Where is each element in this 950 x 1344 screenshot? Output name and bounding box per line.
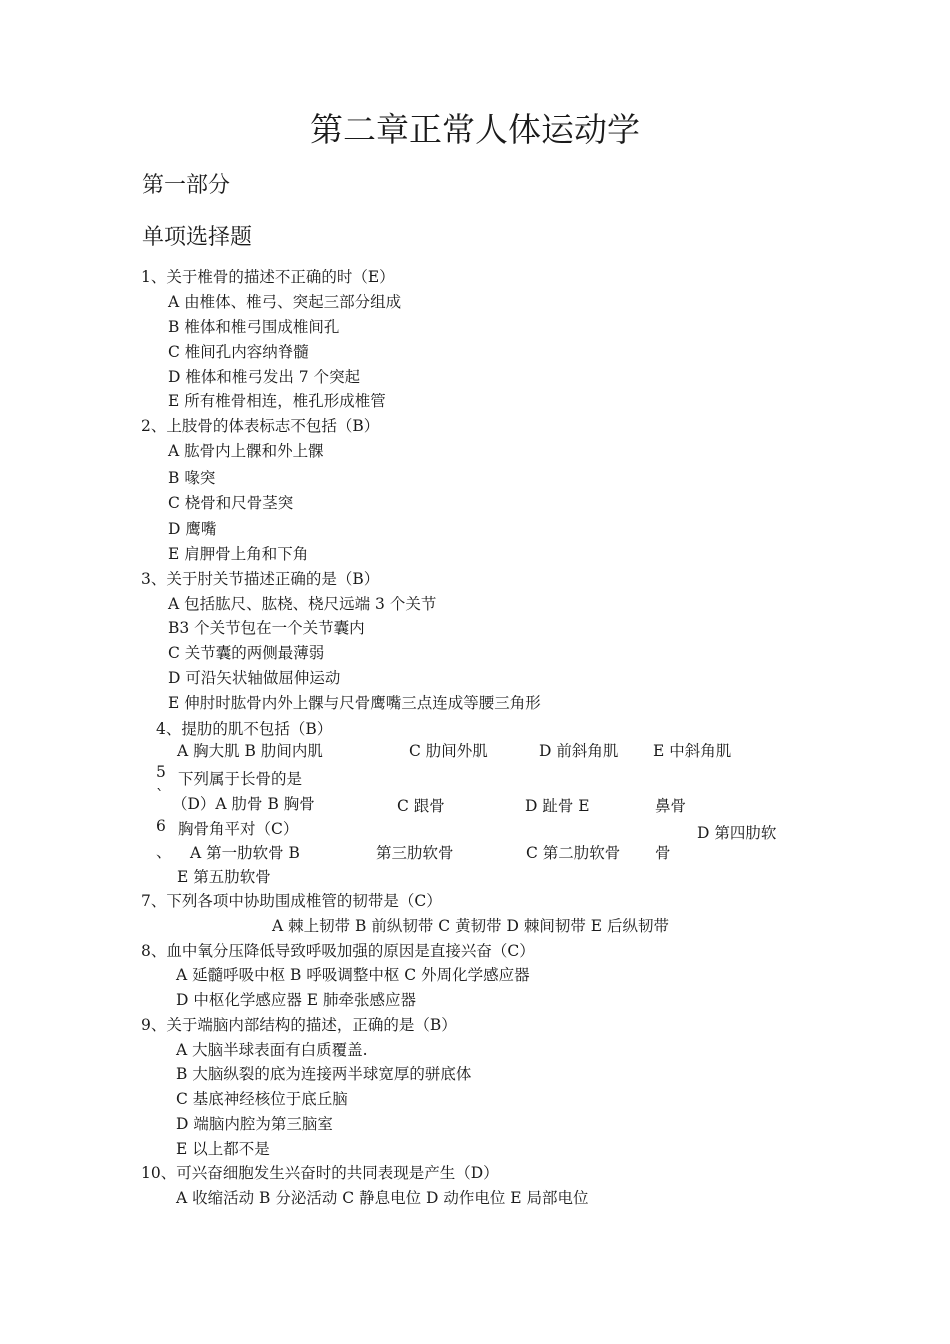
question-5-option-de: D 趾骨 E — [525, 797, 590, 815]
question-8-stem: 8、血中氧分压降低导致呼吸加强的原因是直接兴奋（C） — [141, 942, 535, 960]
question-6-option-b-part2: 第三肋软骨 — [376, 844, 454, 862]
question-6-mark: 、 — [156, 843, 172, 861]
question-6-option-d-part1: D 第四肋软 — [697, 824, 777, 842]
question-1-option-c: C 椎间孔内容纳脊髓 — [168, 343, 309, 361]
question-4-option-d: D 前斜角肌 — [539, 742, 619, 760]
question-5-option-ab: （D）A 肋骨 B 胸骨 — [172, 795, 315, 813]
section-heading: 单项选择题 — [142, 225, 253, 250]
question-8-options-line1: A 延髓呼吸中枢 B 呼吸调整中枢 C 外周化学感应器 — [176, 966, 530, 984]
question-5-number: 5 — [156, 763, 166, 781]
question-3-option-b: B3 个关节包在一个关节囊内 — [168, 619, 365, 637]
question-9-option-c: C 基底神经核位于底丘脑 — [176, 1090, 348, 1108]
chapter-title: 第二章正常人体运动学 — [310, 110, 640, 149]
question-1-option-e: E 所有椎骨相连，椎孔形成椎管 — [168, 392, 386, 410]
question-9-option-e: E 以上都不是 — [176, 1140, 270, 1158]
question-6-option-e: E 第五肋软骨 — [177, 868, 271, 886]
question-4-option-c: C 肋间外肌 — [409, 742, 488, 760]
question-5-stem: 下列属于长骨的是 — [178, 770, 303, 788]
question-5-option-c: C 跟骨 — [397, 797, 445, 815]
question-6-number: 6 — [156, 817, 166, 835]
question-2-option-a: A 肱骨内上髁和外上髁 — [168, 442, 324, 460]
question-3-option-c: C 关节囊的两侧最薄弱 — [168, 644, 325, 662]
question-3-option-d: D 可沿矢状轴做屈伸运动 — [168, 669, 341, 687]
question-1-option-b: B 椎体和椎弓围成椎间孔 — [168, 318, 340, 336]
question-6-option-c: C 第二肋软骨 — [526, 844, 621, 862]
question-1-option-a: A 由椎体、椎弓、突起三部分组成 — [168, 293, 402, 311]
part-heading: 第一部分 — [142, 173, 231, 198]
question-6-stem: 胸骨角平对（C） — [178, 820, 299, 838]
question-9-option-b: B 大脑纵裂的底为连接两半球宽厚的骈底体 — [176, 1065, 472, 1083]
question-9-stem: 9、关于端脑内部结构的描述，正确的是（B） — [141, 1016, 457, 1034]
question-3-option-a: A 包括肱尺、肱桡、桡尺远端 3 个关节 — [168, 595, 437, 613]
question-2-stem: 2、上肢骨的体表标志不包括（B） — [141, 417, 380, 435]
question-3-option-e: E 伸肘时肱骨内外上髁与尺骨鹰嘴三点连成等腰三角形 — [168, 694, 541, 712]
question-10-stem: 10、可兴奋细胞发生兴奋时的共同表现是产生（D） — [141, 1164, 499, 1182]
question-7-stem: 7、下列各项中协助围成椎管的韧带是（C） — [141, 892, 442, 910]
question-4-option-e: E 中斜角肌 — [653, 742, 732, 760]
question-2-option-e: E 肩胛骨上角和下角 — [168, 545, 309, 563]
question-3-stem: 3、关于肘关节描述正确的是（B） — [141, 570, 380, 588]
question-9-option-a: A 大脑半球表面有白质覆盖. — [176, 1041, 368, 1059]
question-1-option-d: D 椎体和椎弓发出 7 个突起 — [168, 368, 361, 386]
question-5-option-e-tail: 鼻骨 — [655, 797, 687, 815]
question-5-mark: ` — [156, 787, 164, 805]
question-10-options: A 收缩活动 B 分泌活动 C 静息电位 D 动作电位 E 局部电位 — [176, 1189, 589, 1207]
question-9-option-d: D 端脑内腔为第三脑室 — [176, 1115, 333, 1133]
question-8-options-line2: D 中枢化学感应器 E 肺牵张感应器 — [176, 991, 417, 1009]
question-2-option-d: D 鹰嘴 — [168, 520, 217, 538]
question-4-stem: 4、提肋的肌不包括（B） — [156, 720, 333, 738]
question-6-option-ab: A 第一肋软骨 B — [190, 844, 300, 862]
question-6-option-d-part2: 骨 — [655, 844, 671, 862]
question-1-stem: 1、关于椎骨的描述不正确的时（E） — [141, 268, 395, 286]
question-7-options: A 棘上韧带 B 前纵韧带 C 黄韧带 D 棘间韧带 E 后纵韧带 — [272, 917, 670, 935]
question-2-option-c: C 桡骨和尺骨茎突 — [168, 494, 294, 512]
question-4-option-ab: A 胸大肌 B 肋间内肌 — [177, 742, 323, 760]
question-2-option-b: B 喙突 — [168, 469, 216, 487]
